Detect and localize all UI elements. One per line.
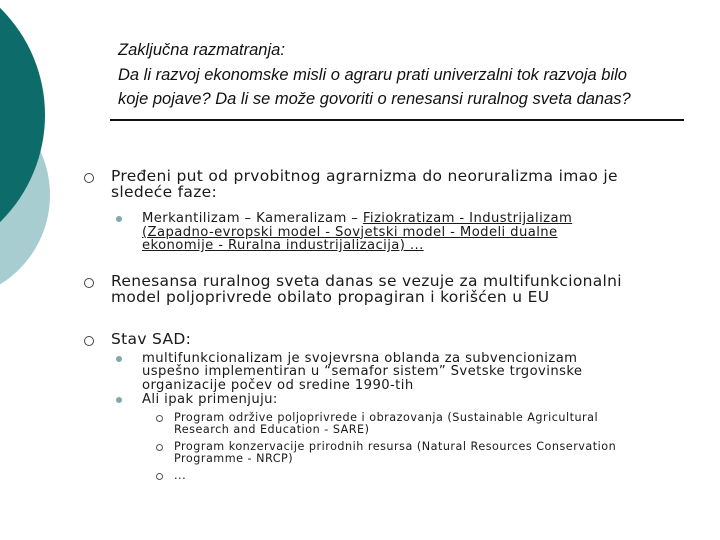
dot-bullet-icon <box>116 397 122 403</box>
program-sare-line-2: Research and Education - SARE) <box>174 423 370 436</box>
bullet-renaissance <box>84 273 704 305</box>
phases-list-underlined-2: (Zapadno-evropski model - Sovjetski model - Modeli dualne <box>142 224 558 240</box>
program-nrcp-line-2: Programme - NRCP) <box>174 452 294 465</box>
bullet-renaissance-line-1: Renesansa ruralnog sveta danas se vezuje za multifunkcionalni <box>111 271 622 290</box>
phases-list-underlined-3: ekonomije - Ruralna industrijalizacija) ... <box>142 238 424 253</box>
slide-body <box>84 168 704 482</box>
sub-bullet-phases-list <box>84 212 704 253</box>
bullet-phases-line-1: Pređeni put od prvobitnog agrarnizma do neoruralizma imao je <box>111 167 618 185</box>
dot-bullet-icon <box>116 216 122 222</box>
phases-list-plain: Merkantilizam – Kameralizam – <box>142 211 363 226</box>
dot-bullet-icon <box>116 356 122 362</box>
title-line-3: koje pojave? Da li se može govoriti o renesansi ruralnog sveta danas? <box>118 90 631 108</box>
small-circle-bullet-icon <box>156 415 163 422</box>
title-line-2: Da li razvoj ekonomske misli o agraru prati univerzalni tok razvoja bilo <box>118 65 627 84</box>
bullet-renaissance-line-2: model poljoprivrede obilato propagiran i korišćen u EU <box>111 287 550 306</box>
program-item <box>84 470 704 483</box>
title-divider <box>110 119 684 121</box>
phases-list-underlined-1: Fiziokratizam - Industrijalizam <box>362 211 573 226</box>
multifunctionalism-line-1: multifunkcionalizam je svojevrsna oblanda za subvencionizam <box>142 350 578 366</box>
small-circle-bullet-icon <box>156 444 163 451</box>
phases-list-line-1 <box>142 212 704 226</box>
multifunctionalism-line-2: uspešno implementiran u “semafor sistem” Svetske trgovinske <box>142 364 583 379</box>
circle-bullet-icon <box>84 173 94 183</box>
slide-title <box>118 38 698 112</box>
sub-bullet-but-apply <box>84 393 704 407</box>
circle-bullet-icon <box>84 336 94 346</box>
bullet-phases <box>84 168 704 200</box>
program-item <box>84 441 704 466</box>
but-apply-label: Ali ipak primenjuju: <box>142 392 278 407</box>
sub-bullet-multifunctionalism <box>84 352 704 393</box>
circle-bullet-icon <box>84 278 94 288</box>
decorative-circles <box>0 0 90 300</box>
program-item <box>84 412 704 437</box>
bullet-phases-line-2: sledeće faze: <box>111 183 218 201</box>
small-circle-bullet-icon <box>156 473 163 480</box>
multifunctionalism-line-3: organizacije počev od sredine 1990-tih <box>142 377 414 393</box>
program-nrcp-line-1: Program konzervacije prirodnih resursa (Natural Resources Conservation <box>174 439 617 453</box>
bullet-usa-stance-label: Stav SAD: <box>111 329 192 348</box>
program-sare-line-1: Program održive poljoprivrede i obrazovanja (Sustainable Agricultural <box>174 410 599 424</box>
title-line-1: Zaključna razmatranja: <box>118 41 285 59</box>
bullet-usa-stance <box>84 331 704 347</box>
program-ellipsis: ... <box>174 468 187 482</box>
